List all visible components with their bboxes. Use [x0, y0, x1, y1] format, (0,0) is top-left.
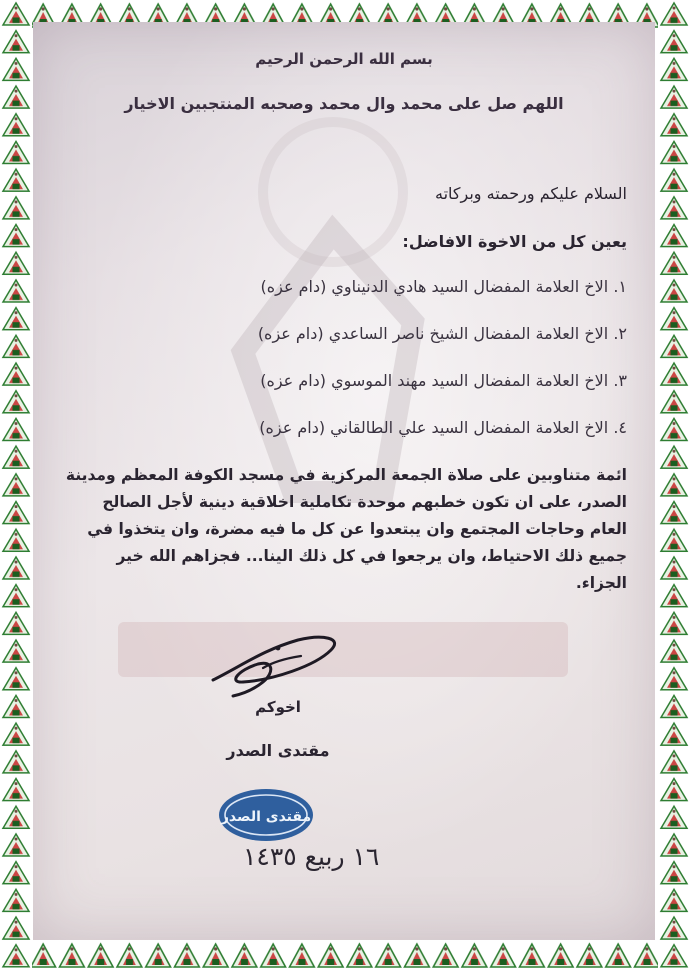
handwritten-signature [203, 620, 353, 700]
decorative-border-left [0, 0, 32, 970]
greeting: السلام عليكم ورحمته وبركاته [435, 184, 627, 203]
salawat-line: اللهم صل على محمد وال محمد وصحبه المنتجبين الاخيار [124, 94, 564, 113]
official-seal [216, 786, 316, 844]
appointee-item: ٤. الاخ العلامة المفضال السيد علي الطالقاني (دام عزه) [259, 418, 627, 437]
basmala: بسم الله الرحمن الرحيم [255, 50, 433, 68]
signer-name: مقتدى الصدر [226, 741, 330, 760]
appointee-item: ٢. الاخ العلامة المفضال الشيخ ناصر الساعدي (دام عزه) [257, 324, 627, 343]
letter-paper [33, 22, 655, 940]
seal-lettering: مقتدى الصدر [220, 809, 312, 825]
appointee-item: ١. الاخ العلامة المفضال السيد هادي الدنيناوي (دام عزه) [260, 277, 627, 296]
appointment-intro: يعين كل من الاخوة الافاضل: [402, 232, 627, 251]
appointee-item: ٣. الاخ العلامة المفضال السيد مهند الموسوي (دام عزه) [260, 371, 627, 390]
letter-date: ١٦ ربيع ١٤٣٥ [243, 842, 380, 871]
decorative-border-right [658, 0, 690, 970]
closing-word: اخوكم [255, 698, 301, 716]
letter-body: ائمة متناوبين على صلاة الجمعة المركزية في مسجد الكوفة المعظم ومدينة الصدر، على ان تكون خطبهم موحدة تكاملية اخلاقية دينية لأجل الصالح العام وحاجات المجتمع وان يبتعدوا عن كل ما فيه مضرة، وان يتخذوا في جميع ذلك الاحتياط، وان يرجعوا في كل ذلك الينا... فجزاهم الله خير الجزاء. [65, 466, 627, 592]
decorative-border-bottom [0, 940, 690, 970]
